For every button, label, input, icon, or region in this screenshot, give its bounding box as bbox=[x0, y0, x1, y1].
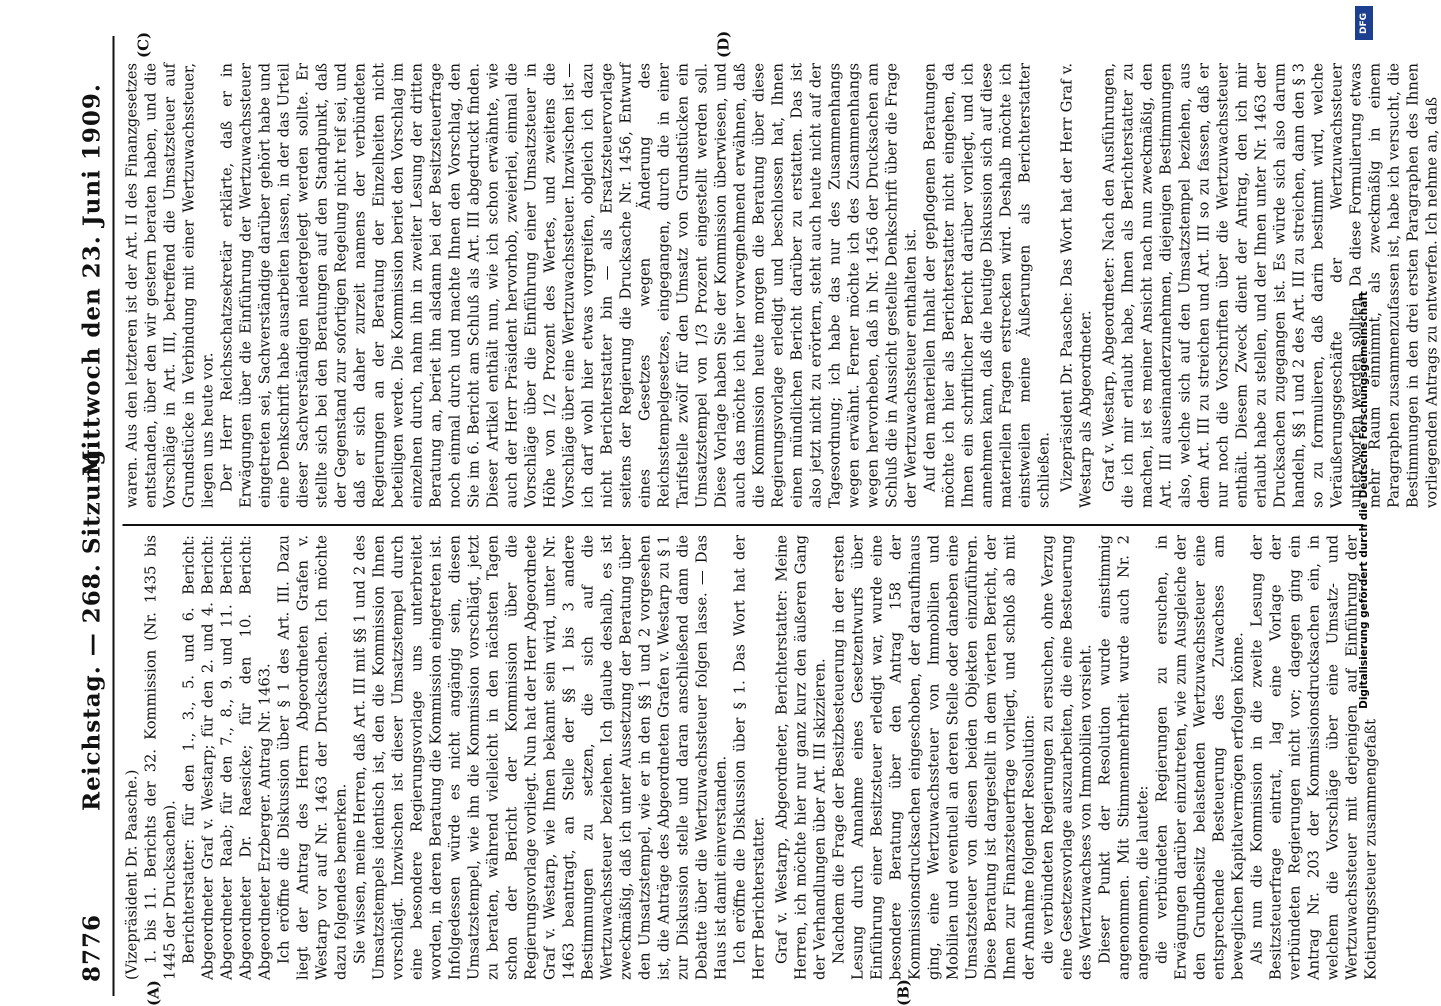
session-date: Mittwoch den 23. Juni 1909. bbox=[78, 83, 105, 476]
paragraph: waren. Aus den letzteren ist der Art. II des Finanzgesetzes entstanden, über den wir gestern beraten haben, und die Vorschläge in Art. III, betreffend die Umsatzsteuer auf Grundstücke in Verbindung mit einer Wertzuwachssteuer, liegen uns heute vor. bbox=[123, 63, 216, 508]
paragraph: Der Herr Reichsschatzsekretär erklärte, daß er in Erwägungen über die Einführung der Wertzuwachssteuer eingetreten sei, Sachverständige darüber gehört habe und eine Denkschrift habe ausarbeiten lassen, in der das Urteil dieser Sachverständigen niedergelegt werden sollte. Er stellte sich bei den Beratungen auf den Standpunkt, daß der Gegenstand zur sofortigen Regelung nicht reif sei, und daß er sich daher zurzeit namens der verbündeten Regierungen an der Beratung der Einzelheiten nicht beteiligen werde. Die Kommission beriet den Vorschlag im einzelnen durch, nahm ihn in zweiter Lesung der dritten Beratung an, beriet ihn alsdann bei der Besitzsteuerfrage noch einmal durch und machte Ihnen den Vorschlag, den Sie im 6. Bericht am Schluß als Art. III abgedruckt finden. Dieser Artikel enthält nun, wie ich schon erwähnte, wie auch der Herr Präsident hervorhob, zweierlei, einmal die Vorschläge über die Einführung einer Umsatzsteuer in Höhe von 1/2 Prozent des Wertes, und zweitens die Vorschläge über eine Wertzuwachssteuer. Inzwischen ist — ich darf wohl hier etwas vorgreifen, obgleich ich dazu nicht Berichterstatter bin — als Ersatzsteuervorlage seitens der Regierung die Drucksache Nr. 1456, Entwurf eines Gesetzes wegen Änderung des Reichsstempelgesetzes, eingegangen, durch die in einer Tarifstelle zwölf für den Umsatz von Grundstücken ein Umsatzstempel von 1/3 Prozent eingestellt werden soll. Diese Vorlage haben Sie der Kommission überwiesen, und auch das möchte ich hier vorwegnehmend erwähnen, daß die Kommission heute morgen die Beratung über diese Regierungsvorlage erledigt und beschlossen hat, Ihnen einen mündlichen Bericht darüber zu erstatten. Das ist also jetzt nicht zu erörtern, steht auch heute nicht auf der Tagesordnung; ich habe das nur des Zusammenhangs wegen erwähnt. Ferner möchte ich des Zusammenhangs wegen hervorheben, daß in Nr. 1456 der Drucksachen am Schluß die in Aussicht gestellte Denkschrift über die Frage der Wertzuwachssteuer enthalten ist. bbox=[218, 63, 919, 508]
paragraph: Auf den materiellen Inhalt der gepflogenen Beratungen möchte ich hier als Berichterstatter nicht eingehen, da Ihnen ein schriftlicher Bericht darüber vorliegt, und ich annehmen kann, daß die heutige Diskussion sich auf diese materiellen Fragen erstrecken wird. Deshalb möchte ich einstweilen meine Äußerungen als Berichterstatter schließen. bbox=[921, 63, 1052, 508]
paragraph: Vizepräsident Dr. Paasche: Das Wort hat der Herr Graf v. Westarp als Abgeordneter. bbox=[1058, 63, 1094, 508]
speaker-attribution: (Vizepräsident Dr. Paasche.) bbox=[123, 769, 140, 980]
session-title: Reichstag. — 268. Sitzung. bbox=[78, 439, 105, 811]
paragraph: Ich eröffne die Diskussion über § 1. Das Wort hat der Herr Berichterstatter. bbox=[731, 535, 767, 980]
rotated-newspaper-page bbox=[74, 30, 1440, 1006]
paragraph: Berichterstatter: für den 1., 3., 5. und 6. Bericht: Abgeordneter Graf v. Westarp; für den 2. und 4. Bericht: Abgeordneter Raab; für den 7., 8., 9. und 11. Bericht: Abgeordneter Dr. Raesicke; für den 10. Bericht: Abgeordneter Erzberger. Antrag Nr. 1463. bbox=[180, 535, 273, 980]
paragraph: Nachdem die Frage der Besitzbesteuerung in der ersten Lesung durch Annahme eines Gesetzentwurfs über Einführung einer Besitzsteuer erledigt war, wurde eine besondere Beratung über den Antrag 158 der Kommissionsdrucksachen eingeschoben, der daraufhinaus ging, eine Wertzuwachssteuer von Immobilien und Mobilien und eventuell an deren Stelle oder daneben eine Umsatzsteuer von diesen beiden Objekten einzuführen. Diese Beratung ist dargestellt in dem vierten Bericht, der Ihnen zur Finanzsteuerfrage vorliegt, und schloß ab mit der Annahme folgender Resolution: bbox=[830, 535, 1037, 980]
page-header bbox=[74, 36, 114, 996]
paragraph: Ich eröffne die Diskussion über § 1 des Art. III. Dazu liegt der Antrag des Herrn Abgeordneten Grafen v. Westarp vor auf Nr. 1463 der Drucksachen. Ich möchte dazu folgendes bemerken. bbox=[275, 535, 349, 980]
margin-marker-b: (B) bbox=[894, 979, 912, 1006]
paragraph: Graf v. Westarp, Abgeordneter, Berichterstatter: Meine Herren, ich möchte hier nur ganz kurz den äußeren Gang der Verhandlungen über Art. III skizzieren. bbox=[773, 535, 828, 980]
text-column-left bbox=[122, 535, 1379, 980]
paragraph: 1. bis 11. Berichts der 32. Kommission (Nr. 1435 bis 1445 der Drucksachen). bbox=[142, 535, 178, 980]
digitization-credit: Digitalisierung gefördert durch die Deutsche Forschungsgemeinschaft bbox=[1358, 291, 1370, 709]
margin-marker-c: (C) bbox=[134, 31, 152, 58]
page-number: 8776 bbox=[78, 913, 105, 982]
margin-marker-a: (A) bbox=[144, 980, 162, 1006]
column-divider bbox=[122, 524, 1363, 526]
paragraph: Dieser Punkt der Resolution wurde einstimmig angenommen. Mit Stimmenmehrheit wurde auch Nr. 2 angenommen, die lautete: bbox=[1096, 535, 1151, 980]
margin-marker-d: (D) bbox=[714, 30, 732, 58]
paragraph: Sie wissen, meine Herren, daß Art. III mit §§ 1 und 2 des Umsatzstempels identisch ist, den die Kommission Ihnen vorschlägt. Inzwischen ist dieser Umsatzstempel durch eine besondere Regierungsvorlage uns unterbreitet worden, in deren Beratung die Kommission eingetreten ist. Infolgedessen würde es nicht angängig sein, diesen Umsatzstempel, wie ihn die Kommission vorschlägt, jetzt zu beraten, während vielleicht in den nächsten Tagen schon der Bericht der Kommission über die Regierungsvorlage vorliegt. Nun hat der Herr Abgeordnete Graf v. Westarp, wie Ihnen bekannt sein wird, unter Nr. 1463 beantragt, an Stelle der §§ 1 bis 3 andere Bestimmungen zu setzen, die sich auf die Wertzuwachssteuer beziehen. Ich glaube deshalb, es ist zweckmäßig, daß ich unter Aussetzung der Beratung über den Umsatzstempel, wie er in den §§ 1 und 2 vorgesehen ist, die Anträge des Abgeordneten Grafen v. Westarp zu § 1 zur Diskussion stelle und daran anschließend dann die Debatte über die Wertzuwachssteuer folgen lasse. — Das Haus ist damit einverstanden. bbox=[351, 535, 729, 980]
dfg-logo: DFG bbox=[1355, 6, 1373, 40]
resolution-item: die verbündeten Regierungen zu ersuchen, ohne Verzug eine Gesetzesvorlage auszuarbeiten, die eine Besteuerung des Wertzuwachses von Immobilien vorsieht. bbox=[1039, 535, 1094, 980]
paragraph: Als nun die Kommission in die zweite Lesung der Besitzsteuerfrage eintrat, lag eine Vorlage der verbündeten Regierungen nicht vor; dagegen ging ein Antrag Nr. 203 der Kommissionsdrucksachen ein, in welchem die Vorschläge über eine Umsatz- und Wertzuwachssteuer mit derjenigen auf Einführung der Kotierungssteuer zusammengefaßt bbox=[1248, 535, 1379, 980]
paragraph: Graf v. Westarp, Abgeordneter: Nach den Ausführungen, die ich mir erlaubt habe, Ihnen als Berichterstatter zu machen, ist es meiner Ansicht nach nun zweckmäßig, den Art. III auseinanderzunehmen, diejenigen Bestimmungen also, welche sich auf den Umsatzstempel beziehen, aus dem Art. III zu streichen und Art. III so zu fassen, daß er nur noch die Vorschriften über die Wertzuwachssteuer enthält. Diesem Zweck dient der Antrag, den ich mir erlaubt habe zu stellen, und der Ihnen unter Nr. 1463 der Drucksachen zugegangen ist. Es würde sich also darum handeln, §§ 1 und 2 des Art. III zu streichen, dann den § 3 so zu formulieren, daß darin bestimmt wird, welche Veräußerungsgeschäfte der Wertzuwachssteuer unterworfen werden sollten. Da diese Formulierung etwas mehr Raum einnimmt, als zweckmäßig in einem Paragraphen zusammenzufassen ist, habe ich versucht, die Bestimmungen in den drei ersten Paragraphen des Ihnen vorliegenden Antrags zu entwerfen. Ich nehme an, daß bbox=[1100, 63, 1440, 508]
resolution-item: die verbündeten Regierungen zu ersuchen, in Erwägungen darüber einzutreten, wie zum Ausgleiche der den Grundbesitz belastenden Wertzuwachssteuer eine entsprechende Besteuerung des Zuwachses am beweglichen Kapitalvermögen erfolgen könne. bbox=[1153, 535, 1246, 980]
